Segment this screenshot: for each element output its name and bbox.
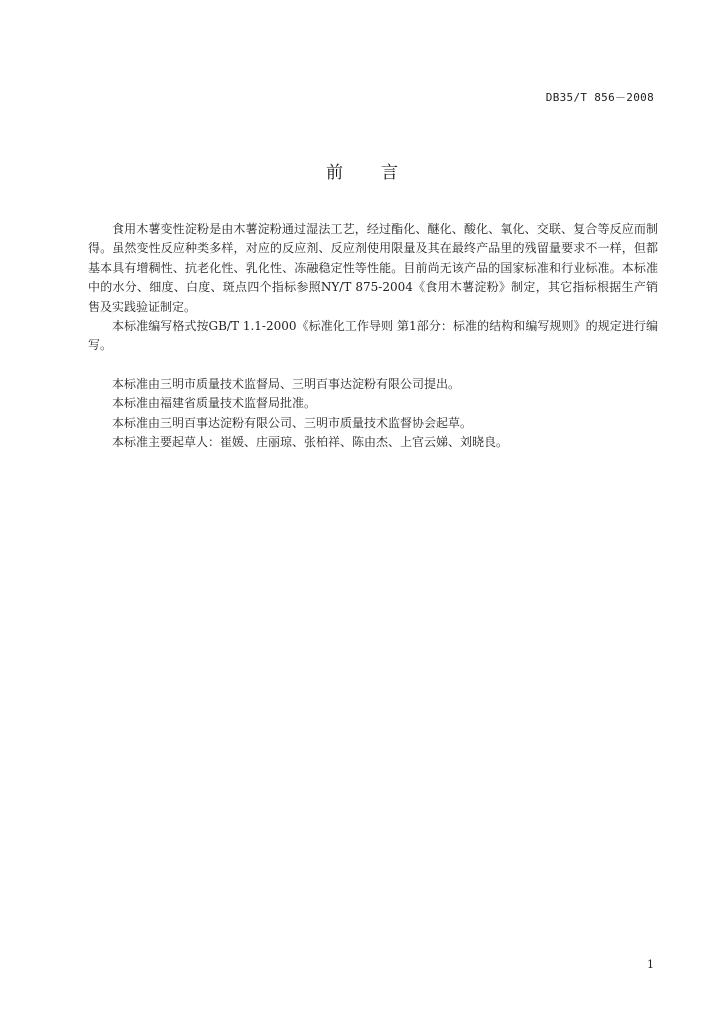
org-line: 本标准主要起草人：崔媛、庄丽琼、张柏祥、陈由杰、上官云娣、刘晓良。 [112,435,509,450]
page-title: 前言 [326,163,436,183]
paragraph: 本标准编写格式按GB/T 1.1-2000《标准化工作导则 第1部分：标准的结构和编写规则》的规定进行编写。 [88,319,658,353]
document-body [88,220,658,452]
standard-code: DB35/T 856－2008 [545,91,654,104]
org-line: 本标准由三明市质量技术监督局、三明百事达淀粉有限公司提出。 [112,376,461,391]
paragraph-spacer [88,356,658,375]
org-line: 本标准由福建省质量技术监督局批准。 [112,396,317,411]
page-number: 1 [647,958,654,971]
paragraph: 食用木薯变性淀粉是由木薯淀粉通过湿法工艺，经过酯化、醚化、酸化、氧化、交联、复合等反应而制得。虽然变性反应种类多样，对应的反应剂、反应剂使用限量及其在最终产品里的残留量要求不一样，但都基本具有增稠性、抗老化性、乳化性、冻融稳定性等性能。目前尚无该产品的国家标准和行业标准。本标准中的水分、细度、白度、斑点四个指标参照NY/T 875-2004《食用木薯淀粉》制定，其它指标根据生产销售及实践验证制定。 [88,222,658,314]
org-line: 本标准由三明百事达淀粉有限公司、三明市质量技术监督协会起草。 [112,415,473,430]
